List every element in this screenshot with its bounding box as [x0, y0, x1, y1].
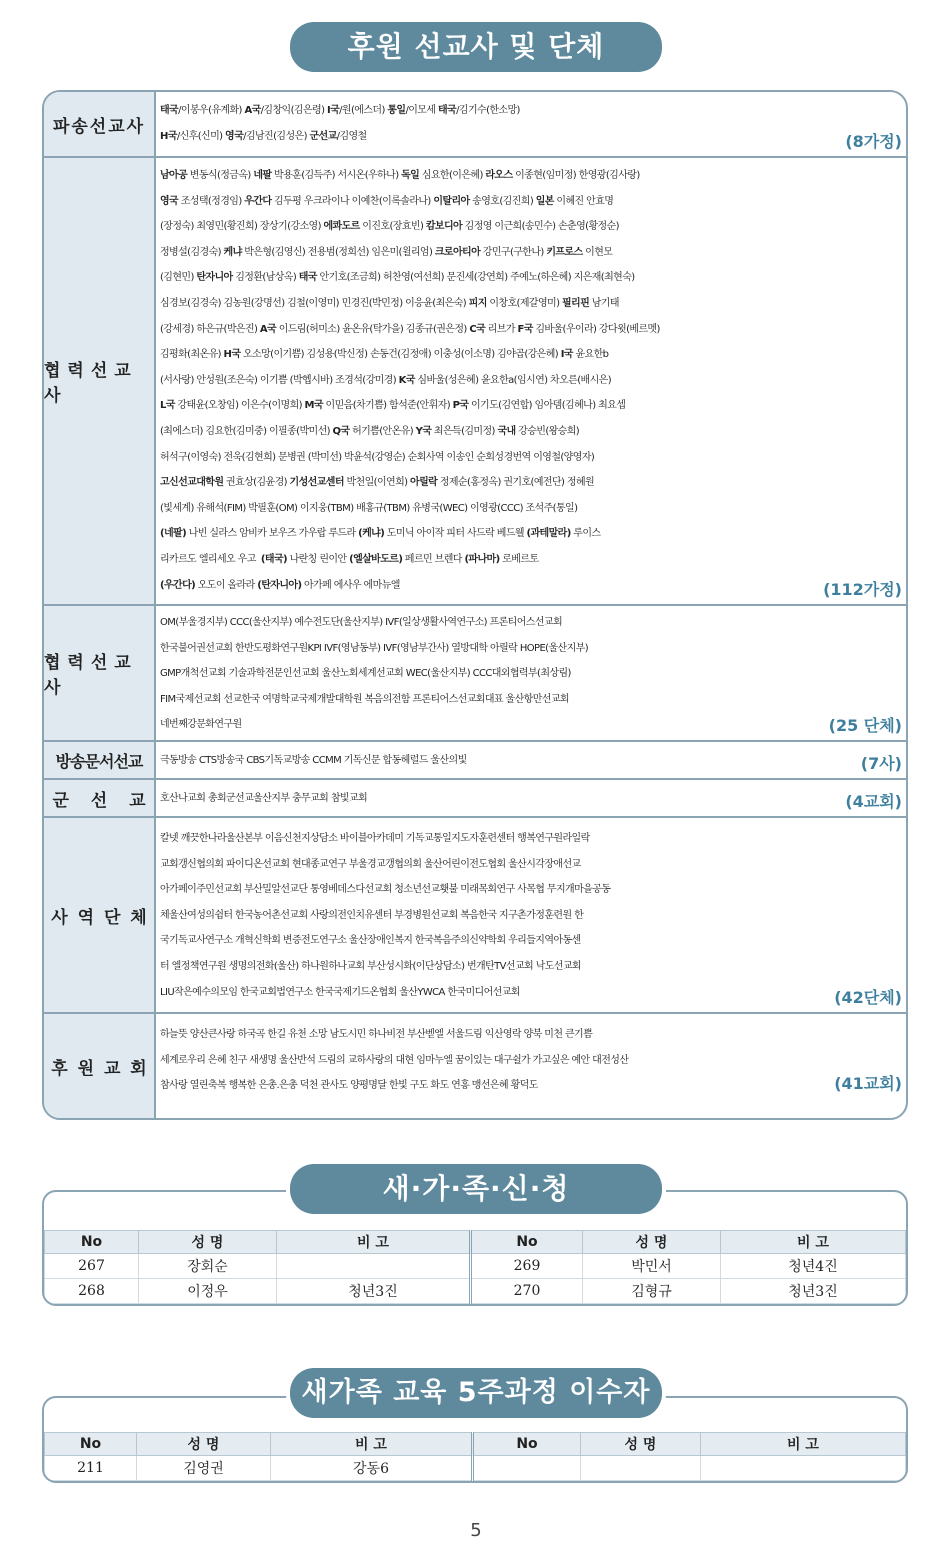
header-name: 성 명 — [581, 1433, 701, 1456]
content-line: 호산나교회 총회군선교울산지부 충무교회 참빛교회 — [160, 793, 368, 804]
cell-no: 269 — [471, 1254, 583, 1279]
table-row — [45, 1254, 906, 1279]
cell-no — [473, 1456, 581, 1481]
section-label-text: 후 원 교 회 — [51, 1058, 147, 1079]
content-line: (네팔) 나빈 실라스 암비카 보우즈 가우랍 루드라 (케냐) 도미닉 아이작 피터 사드락 베드웰 (과테말라) 루이스 — [160, 528, 601, 540]
new-family-title: 새·가·족·신·청 — [290, 1164, 662, 1214]
content-line: 교회갱신협의회 파이디온선교회 현대종교연구 부울경교갱협의회 울산어린이전도협회 울산시각장애선교 — [160, 858, 581, 870]
section-content — [160, 826, 900, 1012]
content-line: 극동방송 CTS방송국 CBS기독교방송 CCMM 기독신문 합동헤럴드 울산의빛 — [160, 755, 467, 766]
section-count: (7사) — [860, 754, 902, 773]
education-title: 새가족 교육 5주과정 이수자 — [290, 1368, 662, 1418]
content-line: GMP개척선교회 기술과학전문인선교회 울산노회세계선교회 WEC(울산지부) CCC대외협력부(최상림) — [160, 668, 571, 680]
section-label: 협력선교사 — [44, 606, 156, 740]
section-label-text: 사 역 단 체 — [51, 907, 147, 928]
content-line: 영국 조성택(정경임) 우간다 김두평 우크라이나 이예찬(이록솔라나) 이탈리아 송영호(김진희) 일본 이혜진 안효명 — [160, 195, 614, 207]
content-line: (김현민) 탄자니아 김정환(남상옥) 태국 안기호(조금희) 허찬영(여선희) 문진세(강연희) 주예노(하은혜) 지은재(최현숙) — [160, 272, 635, 284]
content-line: 태국/이봉우(유계화) A국/김창익(김은령) I국/원(에스더) 통일/이모세 태국/김기수(한소망) — [160, 105, 520, 116]
header-note: 비 고 — [701, 1433, 906, 1456]
header-no: No — [471, 1231, 583, 1254]
content-line: 한국불어권선교회 한반도평화연구원KPI IVF(영남동부) IVF(영남부간사) 열방대학 아릴락 HOPE(울산지부) — [160, 642, 589, 654]
header-note: 비 고 — [721, 1231, 906, 1254]
content-line: (장정숙) 최영민(황진희) 장상기(강소영) 에콰도르 이진호(장효빈) 캄보디아 김정영 이근희(송민수) 손춘영(황정순) — [160, 221, 619, 233]
header-no: No — [473, 1433, 581, 1456]
content-line: 리카르도 엘리세오 우고 (태국) 나란칭 린이안 (엘살바도르) 페르민 브렌다 (파나마) 로베르토 — [160, 553, 539, 565]
content-line: 네번째강문화연구원 — [160, 719, 242, 731]
section-content — [160, 610, 900, 740]
cell-name: 김영권 — [137, 1456, 271, 1481]
section-count: (42단체) — [834, 988, 902, 1007]
section-label-text: 군 선 교 — [52, 790, 146, 811]
header-no: No — [45, 1433, 137, 1456]
content-line: (최에스더) 김요한(김미중) 이필종(박미선) Q국 허기쁨(안온유) Y국 최은득(김미정) 국내 강승빈(왕승희) — [160, 425, 580, 437]
section-count: (25 단체) — [828, 716, 902, 735]
cell-name: 박민서 — [583, 1254, 721, 1279]
cell-name: 이정우 — [139, 1279, 277, 1304]
cell-no: 270 — [471, 1279, 583, 1304]
content-line: (강세경) 하은규(박은진) A국 이드림(허미소) 윤온유(탁가을) 김종규(권은정) C국 리브가 F국 김바울(우이라) 강다윗(베르멧) — [160, 323, 660, 335]
section-count: (41교회) — [834, 1074, 902, 1093]
content-line: (서사랑) 안성원(조은숙) 이기쁨 (박헵시바) 조경석(강미경) K국 심바울(성은혜) 윤요한a(임시연) 차오른(배시은) — [160, 374, 611, 386]
content-line: 세계로우리 은혜 친구 새생명 울산반석 드림의 교하사랑의 대현 임마누엘 꿈이있는 대구쉴가 가고싶은 예안 대전성산 — [160, 1054, 629, 1066]
cell-name: 김형규 — [583, 1279, 721, 1304]
content-line: 국기독교사연구소 개혁신학회 변증전도연구소 울산장애인복지 한국복음주의신약학회 우리들지역아동센 — [160, 935, 581, 947]
content-line: 아가페이주민선교회 부산밀알선교단 통영베데스다선교회 청소년선교횃불 미래목회연구 사목협 무지개마을공동 — [160, 884, 611, 896]
content-line: 남아공 변동식(정금옥) 네팔 박용훈(김득주) 서시온(우하나) 독일 심요한(이은혜) 라오스 이종현(임미정) 한영광(김사랑) — [160, 170, 640, 181]
section-broadcast-mission — [44, 742, 906, 780]
content-line: FIM국제선교회 선교한국 여명학교국제개발대학원 복음의전함 프론티어스선교회대표 울산항만선교회 — [160, 693, 569, 705]
header-name: 성 명 — [137, 1433, 271, 1456]
content-line: 하늘뜻 양산큰사랑 하국곡 한길 유천 소망 남도시민 하나비전 부산벧엘 서울드림 익산영락 양북 미천 큰기쁨 — [160, 1029, 593, 1040]
content-line: (우간다) 오도이 올라라 (탄자니아) 아가페 에사우 에마뉴엘 — [160, 579, 400, 591]
section-content — [160, 748, 900, 778]
cell-note — [277, 1254, 471, 1279]
content-line: 심경보(김경숙) 김농원(강명선) 김철(이영미) 민경진(박민정) 이응윤(최은숙) 피지 이창호(제갈영미) 필리핀 남기태 — [160, 297, 619, 309]
section-partner-organizations — [44, 606, 906, 742]
content-line: 허석구(이영숙) 전욱(김현희) 문병권 (박미선) 박윤석(강영순) 순회사역 이송인 순회성경번역 이영철(양영자) — [160, 451, 595, 463]
header-name: 성 명 — [139, 1231, 277, 1254]
section-dispatched-missionaries — [44, 92, 906, 158]
cell-note: 청년4진 — [721, 1254, 906, 1279]
content-line: LIU작은예수의모임 한국교회법연구소 한국국제기드온협회 울산YWCA 한국미디어선교회 — [160, 986, 520, 998]
section-supporting-churches — [44, 1014, 906, 1118]
section-count: (8가정) — [845, 132, 902, 151]
cell-note: 청년3진 — [721, 1279, 906, 1304]
table-header-row — [45, 1433, 906, 1456]
cell-name — [581, 1456, 701, 1481]
section-label: 방송문서선교 — [44, 742, 156, 778]
content-line: 고신선교대학원 권효상(김윤경) 기성선교센터 박천일(이연희) 아릴락 정제순(홍정옥) 권기호(예전단) 정혜원 — [160, 477, 595, 489]
content-line: 칼넷 깨끗한나라울산본부 이음신천지상담소 바이블아카데미 기독교통일지도자훈련센터 행복연구원라일락 — [160, 833, 590, 844]
section-count: (4교회) — [845, 792, 902, 811]
section-count: (112가정) — [823, 580, 902, 599]
section-content — [160, 163, 900, 604]
page-title: 후원 선교사 및 단체 — [290, 22, 662, 72]
section-label — [44, 1014, 156, 1118]
content-line: 체울산여성의쉼터 한국농어촌선교회 사랑의전인치유센터 부경병원선교회 복음한국 지구촌가정훈련원 한 — [160, 909, 584, 921]
header-note: 비 고 — [277, 1231, 471, 1254]
section-label — [44, 780, 156, 816]
section-label: 협력선교사 — [44, 158, 156, 604]
content-line: 김평화(최온유) H국 오소망(이기쁨) 김성용(박신정) 손동건(김정애) 이충성(이소명) 김야곱(강은혜) I국 윤요한b — [160, 349, 609, 361]
content-line: H국/신후(신미) 영국/김남진(김성은) 군선교/김영철 — [160, 130, 367, 142]
content-line: (빛세계) 유해석(FIM) 박필훈(OM) 이지웅(TBM) 배홍규(TBM) 유병국(WEC) 이영광(CCC) 조석주(통일) — [160, 502, 578, 514]
header-name: 성 명 — [583, 1231, 721, 1254]
cell-name: 장회순 — [139, 1254, 277, 1279]
cell-no: 211 — [45, 1456, 137, 1481]
content-line: 참사랑 열린축복 행복한 은총.은총 덕천 관사도 양평명달 한빛 구도 화도 연홍 맹선은혜 황덕도 — [160, 1080, 538, 1092]
section-content — [160, 786, 900, 816]
cell-no: 268 — [45, 1279, 139, 1304]
table-header-row — [45, 1231, 906, 1254]
cell-note — [701, 1456, 906, 1481]
cell-note: 청년3진 — [277, 1279, 471, 1304]
table-row — [45, 1456, 906, 1481]
content-line: L국 강태윤(오창임) 이은수(이명희) M국 이믿음(차기쁨) 함석준(안휘자) P국 이기도(김연합) 임아뎀(김혜나) 최요셉 — [160, 400, 626, 412]
table-row — [45, 1279, 906, 1304]
cell-note: 강동6 — [271, 1456, 473, 1481]
cell-no: 267 — [45, 1254, 139, 1279]
section-label — [44, 818, 156, 1012]
header-no: No — [45, 1231, 139, 1254]
section-ministry-organizations — [44, 818, 906, 1014]
header-note: 비 고 — [271, 1433, 473, 1456]
content-line: OM(부울경지부) CCC(울산지부) 예수전도단(울산지부) IVF(일상생활사역연구소) 프론티어스선교회 — [160, 617, 563, 628]
content-line: 정병설(김경숙) 케냐 박은형(김영신) 전용범(정희선) 임은미(윌리엄) 크로아티아 강민구(구한나) 키프로스 이현모 — [160, 246, 613, 258]
section-military-mission — [44, 780, 906, 818]
section-content — [160, 1022, 900, 1118]
section-label: 파송선교사 — [44, 92, 156, 156]
supporters-table — [42, 90, 908, 1120]
section-content — [160, 98, 900, 156]
content-line: 터 엘정책연구원 생명의전화(울산) 하나원하나교회 부산성시화(이단상담소) 번개탄TV선교회 낙도선교회 — [160, 960, 581, 972]
section-partner-missionaries — [44, 158, 906, 606]
page-number: 5 — [470, 1520, 482, 1541]
